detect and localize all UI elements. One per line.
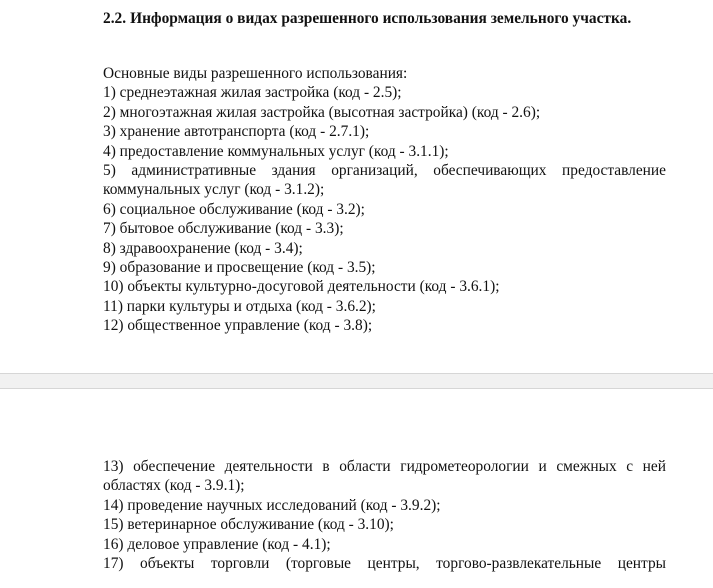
list-item: 9) образование и просвещение (код - 3.5); bbox=[103, 259, 376, 277]
list-item: 16) деловое управление (код - 4.1); bbox=[103, 535, 331, 553]
list-item: 4) предоставление коммунальных услуг (код - 3.1.1); bbox=[103, 142, 449, 160]
list-item: 8) здравоохранение (код - 3.4); bbox=[103, 239, 303, 257]
list-item: 2) многоэтажная жилая застройка (высотная застройка) (код - 2.6); bbox=[103, 103, 541, 121]
permitted-uses-list-continued bbox=[103, 457, 666, 573]
section-title: Информация о видах разрешенного использования земельного участка. bbox=[130, 10, 632, 27]
list-item: 1) среднеэтажная жилая застройка (код - 2.5); bbox=[103, 84, 402, 102]
list-item: 13) обеспечение деятельности в области гидрометеорологии и смежных с ней областях (код - 3.9.1); bbox=[103, 458, 666, 495]
list-item: 6) социальное обслуживание (код - 3.2); bbox=[103, 200, 365, 218]
list-item: 11) парки культуры и отдыха (код - 3.6.2); bbox=[103, 297, 376, 315]
list-item: 5) административные здания организаций, обеспечивающих предоставление коммунальных услуг (код - 3.1.2); bbox=[103, 162, 666, 199]
list-item: 14) проведение научных исследований (код - 3.9.2); bbox=[103, 496, 441, 514]
list-item: 3) хранение автотранспорта (код - 2.7.1); bbox=[103, 123, 370, 141]
section-number: 2.2. bbox=[103, 10, 127, 27]
section-heading bbox=[103, 9, 666, 28]
document-page-2 bbox=[0, 388, 713, 588]
list-item: 17) объекты торговли (торговые центры, торгово-развлекательные центры bbox=[103, 555, 666, 573]
list-item: 15) ветеринарное обслуживание (код - 3.10); bbox=[103, 516, 394, 534]
list-item: 10) объекты культурно-досуговой деятельности (код - 3.6.1); bbox=[103, 278, 500, 296]
list-item: 7) бытовое обслуживание (код - 3.3); bbox=[103, 220, 344, 238]
permitted-uses-list bbox=[103, 64, 666, 336]
list-item: 12) общественное управление (код - 3.8); bbox=[103, 317, 373, 335]
list-intro: Основные виды разрешенного использования: bbox=[103, 65, 408, 82]
